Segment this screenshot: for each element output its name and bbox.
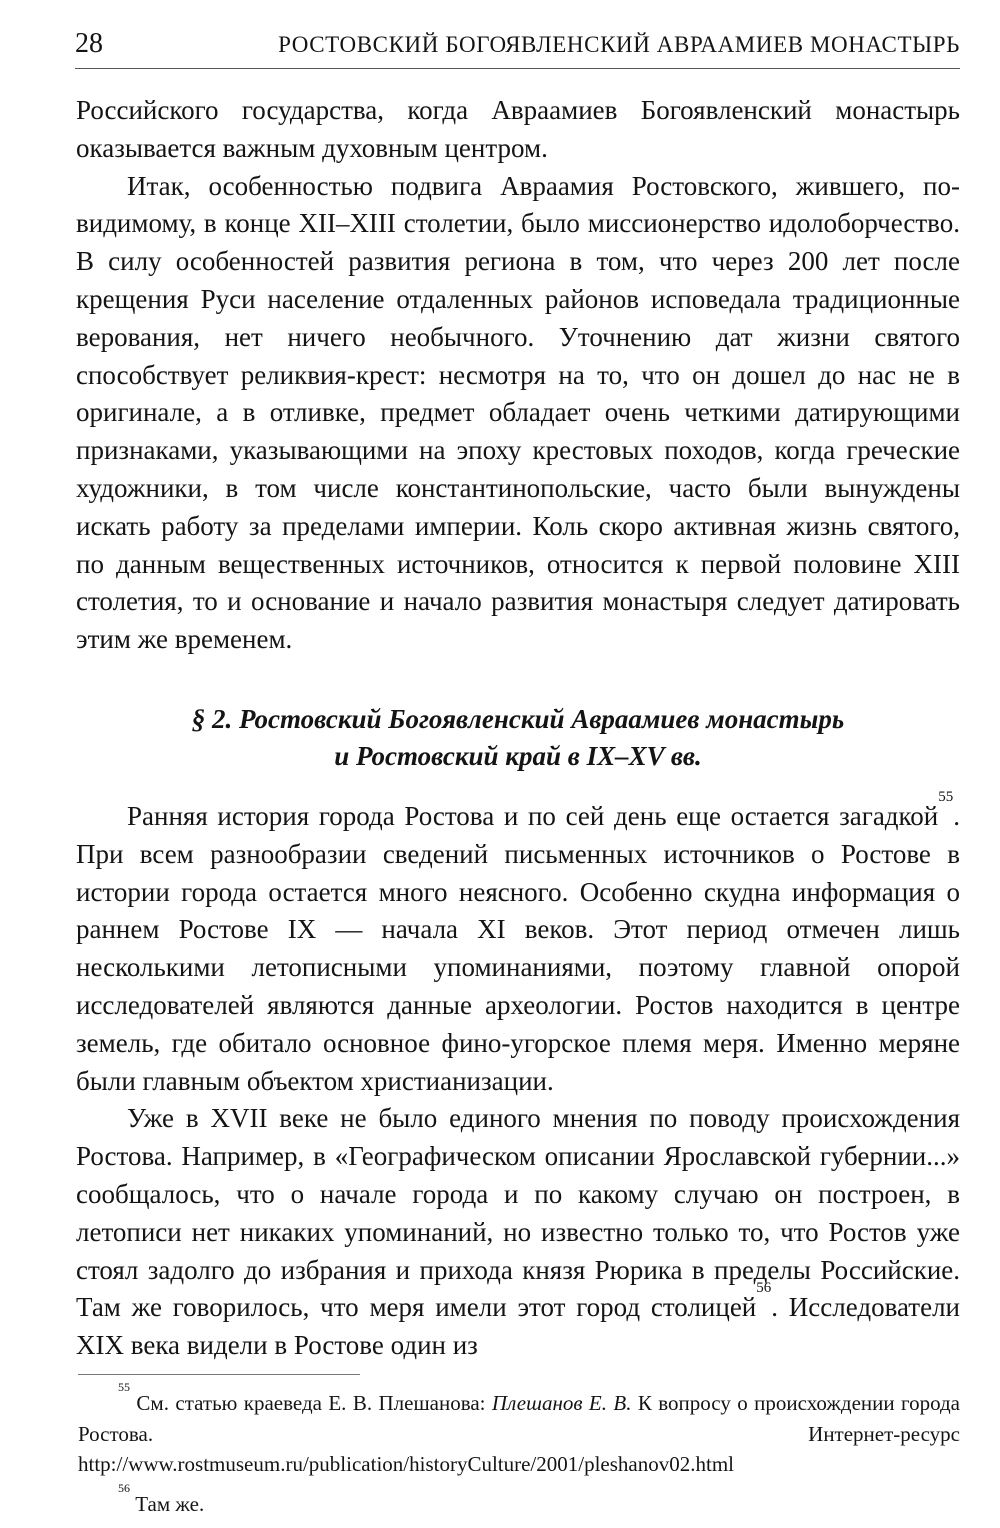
section-heading-line-1: § 2. Ростовский Богоявленский Авраамиев монастырь: [191, 703, 845, 734]
footnote-56: [78, 1480, 960, 1520]
footnote-separator: [78, 1374, 360, 1375]
main-text: [76, 92, 960, 1365]
header-rule: [75, 68, 960, 69]
running-title: РОСТОВСКИЙ БОГОЯВЛЕНСКИЙ АВРААМИЕВ МОНАСТЫРЬ: [278, 32, 960, 57]
paragraph-3-text-a: Ранняя история города Ростова и по сей день еще остается загадкой: [127, 800, 939, 831]
footnote-number-55: 55: [118, 1380, 130, 1394]
footnote-55-text-b: К вопросу о происхождении города Ростова. Интернет-ресурс http://www.rostmuseum.ru/publication/historyCulture/2001/pleshanov02.html: [78, 1391, 961, 1476]
footnote-number-56: 56: [118, 1480, 130, 1495]
page-number: 28: [75, 28, 103, 59]
footnote-ref-55[interactable]: 55: [938, 788, 954, 805]
page-header: [75, 28, 960, 68]
paragraph-2: Итак, особенностью подвига Авраамия Ростовского, жившего, повидимому, в конце XII–XIII столетии, было миссионерство идолоборчество. В силу особенностей развития региона в том, что через 200 лет после крещения Руси население отдаленных районов исповедала традиционные верования, нет ничего необычного. Уточнению дат жизни святого способствует реликвия-крест: несмотря на то, что он дошел до нас не в оригинале, а в отливке, предмет обладает очень четкими датирующими признаками, указывающими на эпоху крестовых походов, когда греческие художники, в том числе константинопольские, часто были вынуждены искать работу за пределами империи. Коль скоро активная жизнь святого, по данным вещественных источников, относится к первой половине XIII столетия, то и основание и начало развития монастыря следует датировать этим же временем.: [76, 170, 960, 655]
spacer: [76, 775, 960, 798]
section-heading: [76, 701, 960, 775]
paragraph-4: [76, 1100, 960, 1365]
footnote-55-author: Плешанов Е. В.: [491, 1391, 632, 1415]
footnotes: [78, 1380, 961, 1519]
footnote-ref-56[interactable]: 56: [756, 1280, 772, 1297]
footnote-55: [78, 1380, 961, 1480]
paragraph-4-text-b: . Исследователи XIX века видели в Ростове один из: [76, 1292, 960, 1361]
footnote-56-text: Там же.: [135, 1491, 205, 1516]
section-heading-line-2: и Ростовский край в IX–XV вв.: [334, 740, 702, 771]
paragraph-3: [76, 788, 960, 1100]
paragraph-4-text-a: Уже в XVII веке не было единого мнения по поводу происхождения Ростова. Например, в «Географическом описании Ярославской губернии...» сообщалось, что о начале города и по какому случаю он построен, в летописи нет никаких упоминаний, но известно только то, что Ростов уже стоял задолго до избрания и прихода князя Рюрика в пределы Российские. Там же говорилось, что меря имели этот город столицей: [76, 1103, 960, 1323]
spacer: [76, 659, 960, 701]
paragraph-3-text-b: . При всем разнообразии сведений письменных источников о Ростове в истории города остается много неясного. Особенно скудна информация о раннем Ростове IX — начала XI веков. Этот период отмечен лишь несколькими летописными упоминаниями, поэтому главной опорой исследователей являются данные археологии. Ростов находится в центре земель, где обитало основное фино-угорское племя меря. Именно меряне были главным объектом христианизации.: [76, 800, 960, 1096]
paragraph-1: Российского государства, когда Авраамиев Богоявленский монастырь оказывается важным духовным центром.: [76, 95, 960, 163]
footnote-55-text-a: См. статью краеведа Е. В. Плешанова:: [136, 1391, 492, 1415]
